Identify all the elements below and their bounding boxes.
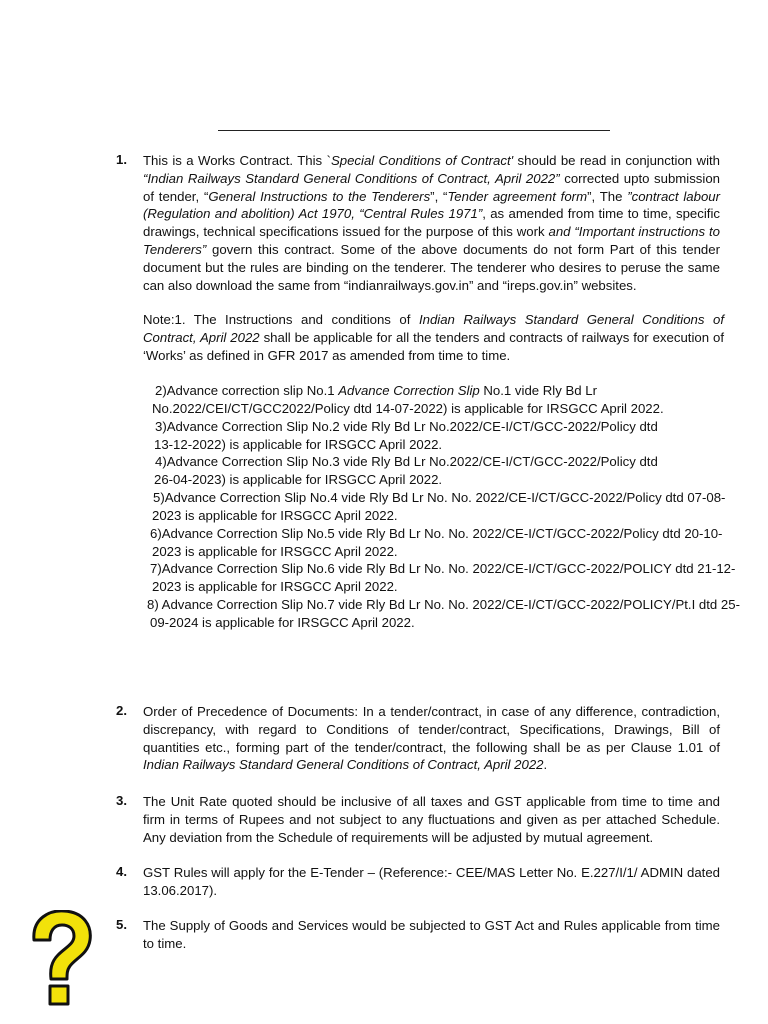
clause-number: 3. [116, 793, 127, 808]
slip-line [147, 596, 740, 614]
slip-line [155, 418, 658, 436]
slip-line: 2023 is applicable for IRSGCC April 2022. [152, 579, 398, 594]
text-run: 7)Advance Correction Slip No.6 vide Rly Bd Lr No. No. 2022/CE-I/CT/GCC-2022/POLICY dtd 21-12- [150, 561, 736, 576]
clause-text [143, 703, 720, 774]
text-run: Note:1. The Instructions and conditions of [143, 312, 419, 327]
italic-text: Advance Correction Slip [338, 383, 480, 398]
italic-text: and “Important instructions to Tenderers” [143, 224, 720, 257]
text-run: Order of Precedence of Documents: In a tender/contract, in case of any difference, contradiction, discrepancy, with regard to Conditions of tender/contract, Specifications, Drawings, Bill of quantities etc., forming part of the tender/contract, the following shall be as per Clause 1.01 of [143, 704, 720, 755]
clause-number: 2. [116, 703, 127, 718]
text-run: The Supply of Goods and Services would be subjected to GST Act and Rules applicable from time to time. [143, 918, 720, 951]
clause-number: 1. [116, 152, 127, 167]
italic-text: Special Conditions of Contract' [330, 153, 514, 168]
clause-text [143, 864, 720, 900]
italic-text: Indian Railways Standard General Conditions of Contract, April 2022 [143, 757, 544, 773]
text-run: 4)Advance Correction Slip No.3 vide Rly Bd Lr No.2022/CE-I/CT/GCC-2022/Policy dtd [155, 454, 658, 469]
slip-line: 09-2024 is applicable for IRSGCC April 2022. [150, 615, 415, 630]
text-run: ”, The [587, 188, 628, 204]
slip-line [155, 382, 597, 400]
slip-line [153, 489, 725, 507]
text-run: shall be applicable for all the tenders and contracts of railways for execution of ‘Works’ as defined in GFR 2017 as amended from time to time. [143, 329, 724, 363]
slip-line: 13-12-2022) is applicable for IRSGCC April 2022. [154, 437, 443, 452]
clause-text [143, 793, 720, 846]
clause-text [143, 917, 720, 953]
text-run: 2)Advance correction slip No.1 [155, 383, 339, 398]
text-run: . [543, 757, 548, 773]
clause-number: 4. [116, 864, 127, 879]
slip-line [150, 560, 735, 578]
slip-line: 26-04-2023) is applicable for IRSGCC April 2022. [154, 472, 443, 487]
text-run: No.1 vide Rly Bd Lr [479, 383, 598, 398]
text-run: The Unit Rate quoted should be inclusive of all taxes and GST applicable from time to time and firm in terms of Rupees and not subject to any fluctuations and given as per attached Schedule. Any deviation from the Schedule of requirements will be adjusted by mutual agreement. [143, 794, 720, 845]
slip-line: 2023 is applicable for IRSGCC April 2022. [152, 508, 398, 523]
clause-note [143, 311, 724, 364]
slip-line: No.2022/CEI/CT/GCC2022/Policy dtd 14-07-2022) is applicable for IRSGCC April 2022. [152, 401, 664, 416]
text-run: 8) Advance Correction Slip No.7 vide Rly Bd Lr No. No. 2022/CE-I/CT/GCC-2022/POLICY/Pt.I dtd 25- [147, 597, 740, 612]
clause-number: 5. [116, 917, 127, 932]
text-run: 3)Advance Correction Slip No.2 vide Rly Bd Lr No.2022/CE-I/CT/GCC-2022/Policy dtd [155, 419, 658, 434]
italic-text: Tender agreement form [447, 188, 588, 204]
italic-text: “Indian Railways Standard General Conditions of Contract, April 2022” [143, 170, 560, 186]
text-run: should be read in conjunction with [513, 153, 720, 168]
text-run: 5)Advance Correction Slip No.4 vide Rly Bd Lr No. No. 2022/CE-I/CT/GCC-2022/Policy dtd 07-08- [153, 490, 726, 505]
text-run: govern this contract. Some of the above documents do not form Part of this tender document but the rules are binding on the tenderer. The tenderer who desires to peruse the same can also download the same from “indianrailways.gov.in” and “ireps.gov.in” websites. [143, 241, 720, 293]
italic-text: General Instructions to the Tenderers [208, 188, 431, 204]
question-mark-icon [26, 910, 96, 1010]
header-rule [218, 130, 610, 131]
slip-line [150, 525, 722, 543]
italic-text: ”contract labour (Regulation and abolition) Act 1970, “Central Rules 1971” [143, 188, 721, 222]
text-run: , as amended from time to time, specific drawings, technical specifications issued for the purpose of this work [143, 206, 720, 240]
italic-text: Indian Railways Standard General Conditions of Contract, April 2022 [143, 312, 724, 345]
text-run: 6)Advance Correction Slip No.5 vide Rly Bd Lr No. No. 2022/CE-I/CT/GCC-2022/Policy dtd 20-10- [150, 526, 723, 541]
clause-text [143, 152, 720, 294]
slip-line: 2023 is applicable for IRSGCC April 2022. [152, 544, 398, 559]
text-run: ”, “ [430, 188, 448, 204]
text-run: corrected upto submission of tender, “ [143, 170, 720, 204]
slip-line [155, 453, 658, 471]
text-run: This is a Works Contract. This ` [143, 153, 331, 168]
text-run: GST Rules will apply for the E-Tender – (Reference:- CEE/MAS Letter No. E.227/I/1/ ADMIN dated 13.06.2017). [143, 865, 720, 898]
